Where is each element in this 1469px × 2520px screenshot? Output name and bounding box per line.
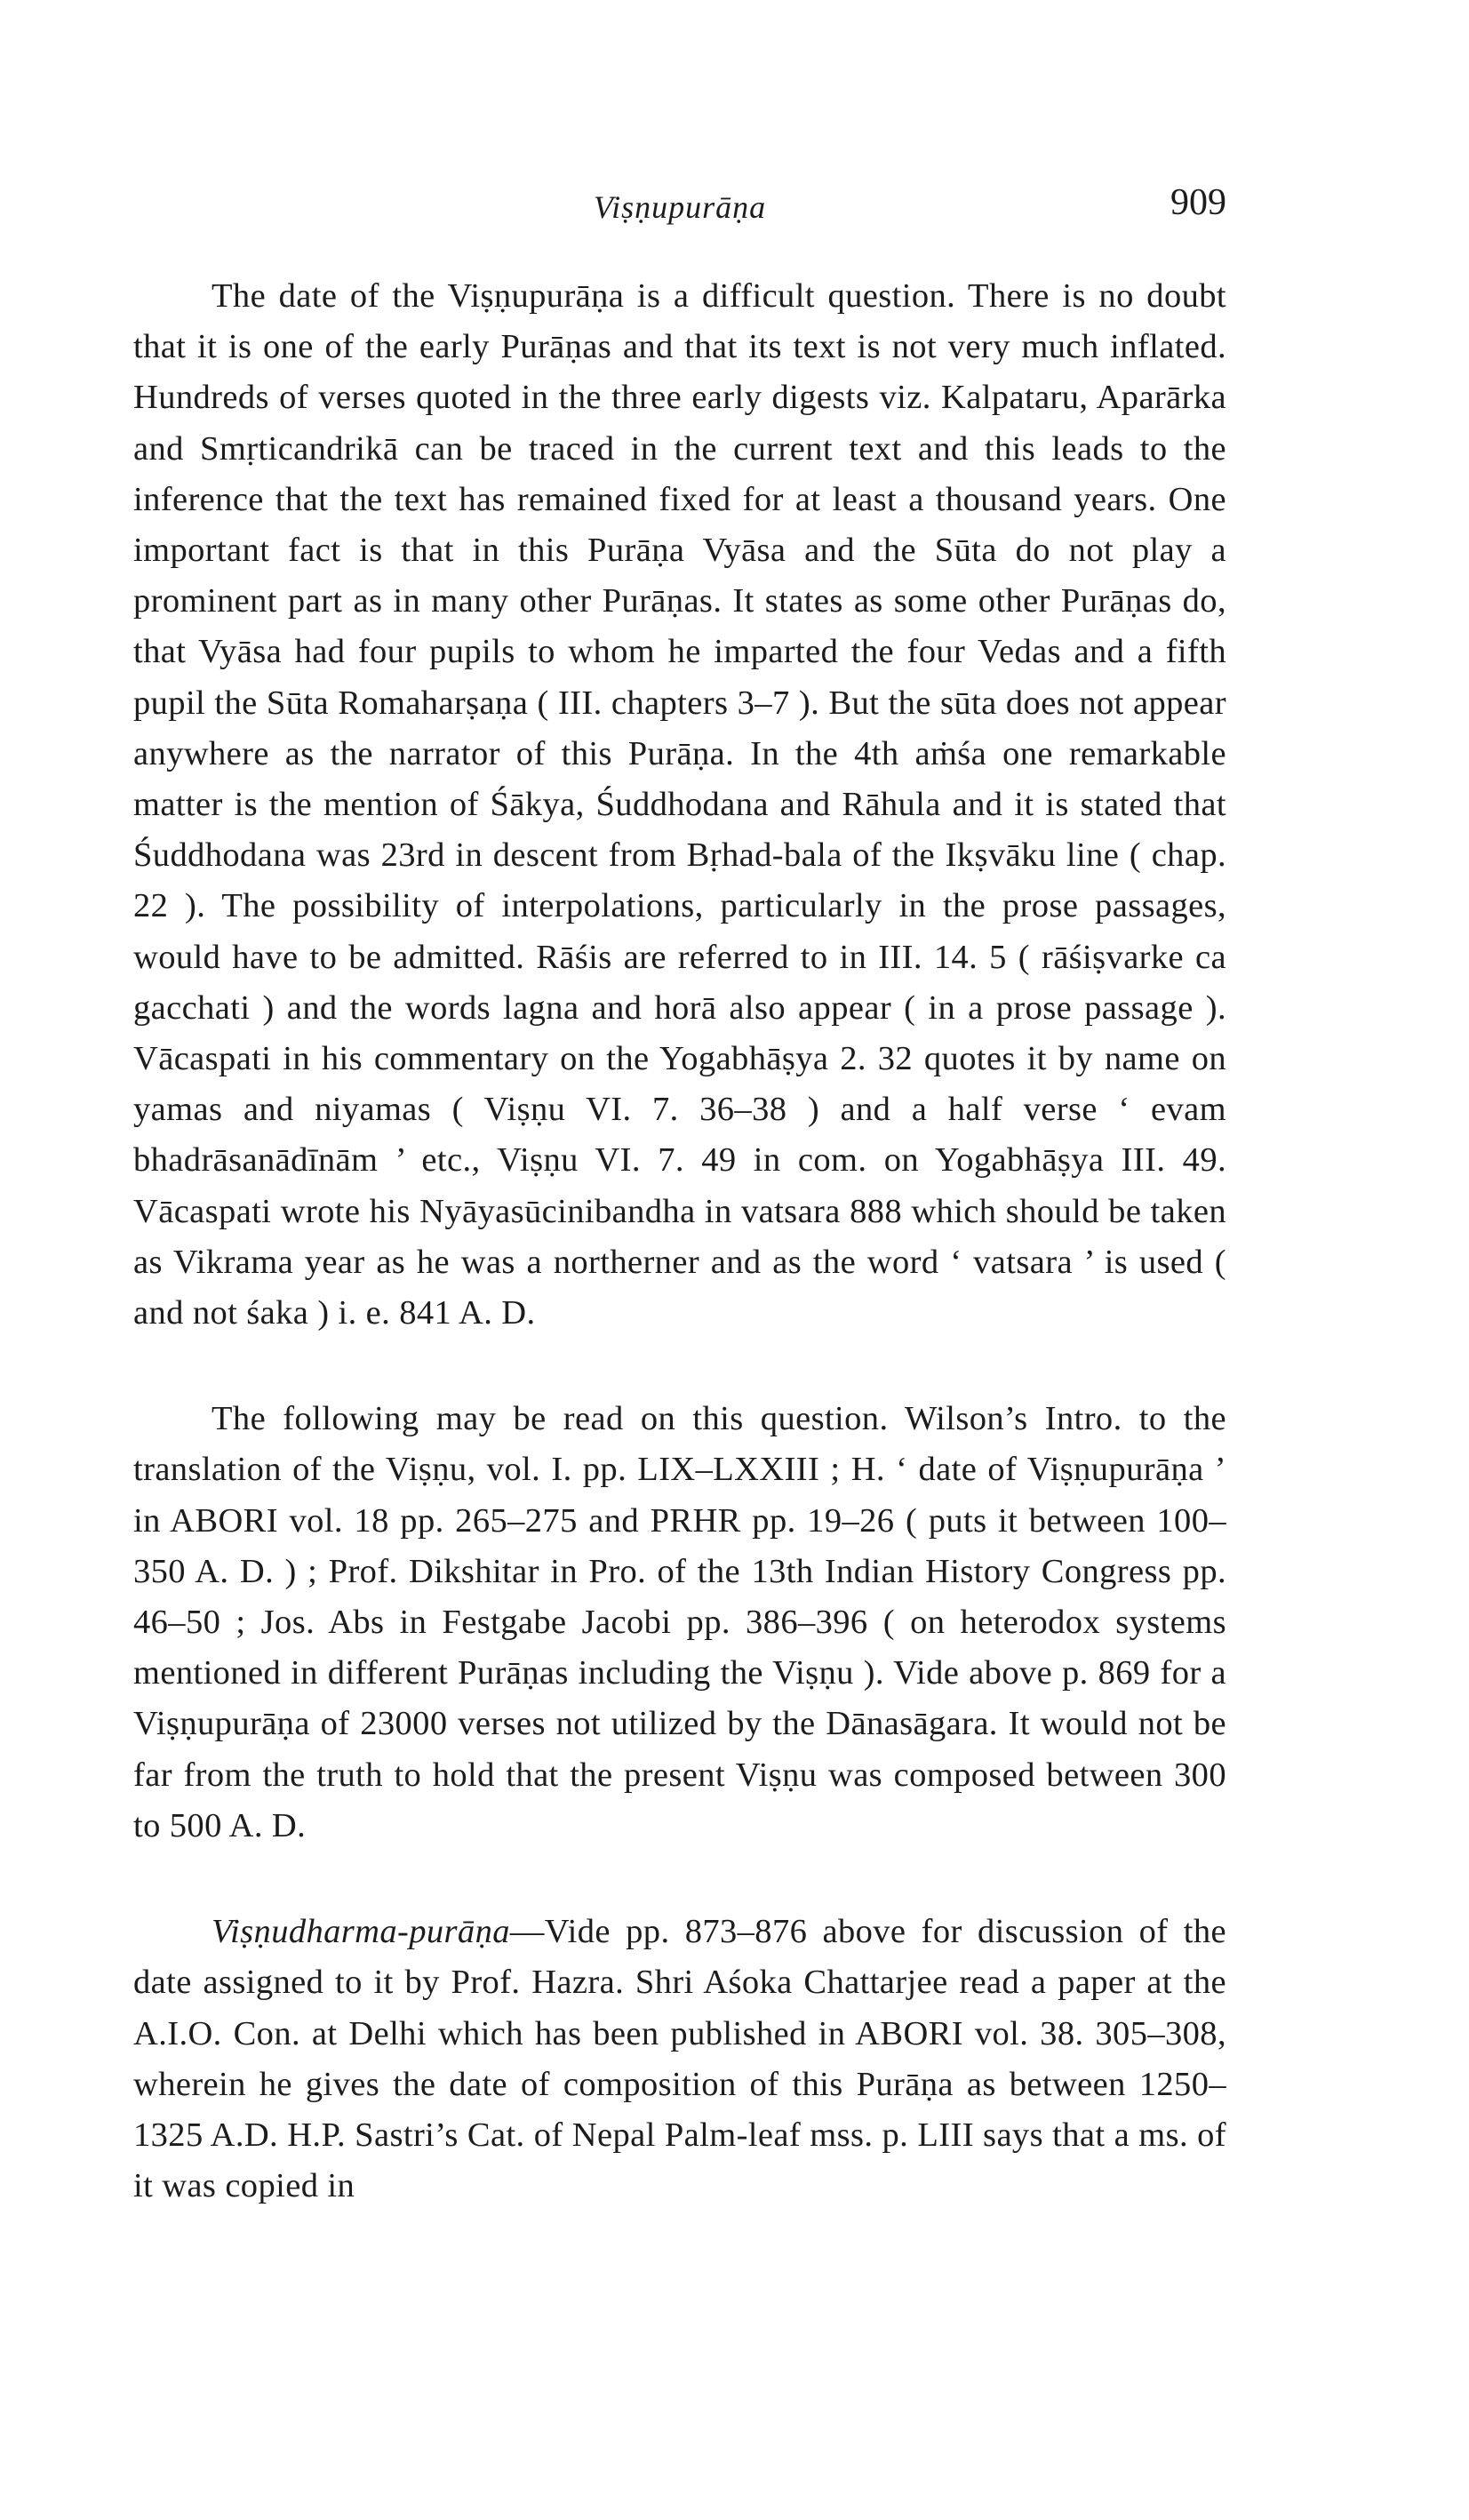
paragraph-further-reading: The following may be read on this question. Wilson’s Intro. to the translation of the Viṣṇu, vol. I. pp. LIX–LXXIII ; H. ‘ date of Viṣṇupurāṇa ’ in ABORI vol. 18 pp. 265–275 and PRHR pp. 19–26 ( puts it between 100–350 A. D. ) ; Prof. Dikshitar in Pro. of the 13th Indian History Congress pp. 46–50 ; Jos. Abs in Festgabe Jacobi pp. 386–396 ( on heterodox systems mentioned in different Purāṇas including the Viṣṇu ). Vide above p. 869 for a Viṣṇupurāṇa of 23000 verses not utilized by the Dānasāgara. It would not be far from the truth to hold that the present Viṣṇu was composed between 300 to 500 A. D. [133,1400,1226,1844]
paragraph-lead-term: Viṣṇudharma-purāṇa [212,1913,510,1951]
paragraph-body: —Vide pp. 873–876 above for discussion of the date assigned to it by Prof. Hazra. Shri Aśoka Chattarjee read a paper at the A.I.O. Con. at Delhi which has been published in ABORI vol. 38. 305–308, wherein he gives the date of composition of this Purāṇa as between 1250–1325 A.D. H.P. Sastri’s Cat. of Nepal Palm-leaf mss. p. LIII says that a ms. of it was copied in [133,1913,1226,2205]
running-title: Viṣṇupurāṇa [593,189,767,225]
page-number: 909 [1170,182,1226,223]
body-text [133,271,1226,2212]
paragraph-date-of-visnupurana: The date of the Viṣṇupurāṇa is a difficult question. There is no doubt that it is one of the early Purāṇas and that its text is not very much inflated. Hundreds of verses quoted in the three early digests viz. Kalpataru, Aparārka and Smṛticandrikā can be traced in the current text and this leads to the inference that the text has remained fixed for at least a thousand years. One important fact is that in this Purāṇa Vyāsa and the Sūta do not play a prominent part as in many other Purāṇas. It states as some other Purāṇas do, that Vyāsa had four pupils to whom he imparted the four Vedas and a fifth pupil the Sūta Romaharṣaṇa ( III. chapters 3–7 ). But the sūta does not appear anywhere as the narrator of this Purāṇa. In the 4th aṁśa one remarkable matter is the mention of Śākya, Śuddhodana and Rāhula and it is stated that Śuddhodana was 23rd in descent from Bṛhad-bala of the Ikṣvāku line ( chap. 22 ). The possibility of interpolations, particularly in the prose passages, would have to be admitted. Rāśis are referred to in III. 14. 5 ( rāśiṣvarke ca gacchati ) and the words lagna and horā also appear ( in a prose passage ). Vācaspati in his commentary on the Yogabhāṣya 2. 32 quotes it by name on yamas and niyamas ( Viṣṇu VI. 7. 36–38 ) and a half verse ‘ evam bhadrāsanādīnām ’ etc., Viṣṇu VI. 7. 49 in com. on Yogabhāṣya III. 49. Vācaspati wrote his Nyāyasūcinibandha in vatsara 888 which should be taken as Vikrama year as he was a northerner and as the word ‘ vatsara ’ is used ( and not śaka ) i. e. 841 A. D. [133,277,1226,1332]
running-head [133,181,1226,235]
paragraph-visnudharma-purana [133,1907,1226,2212]
